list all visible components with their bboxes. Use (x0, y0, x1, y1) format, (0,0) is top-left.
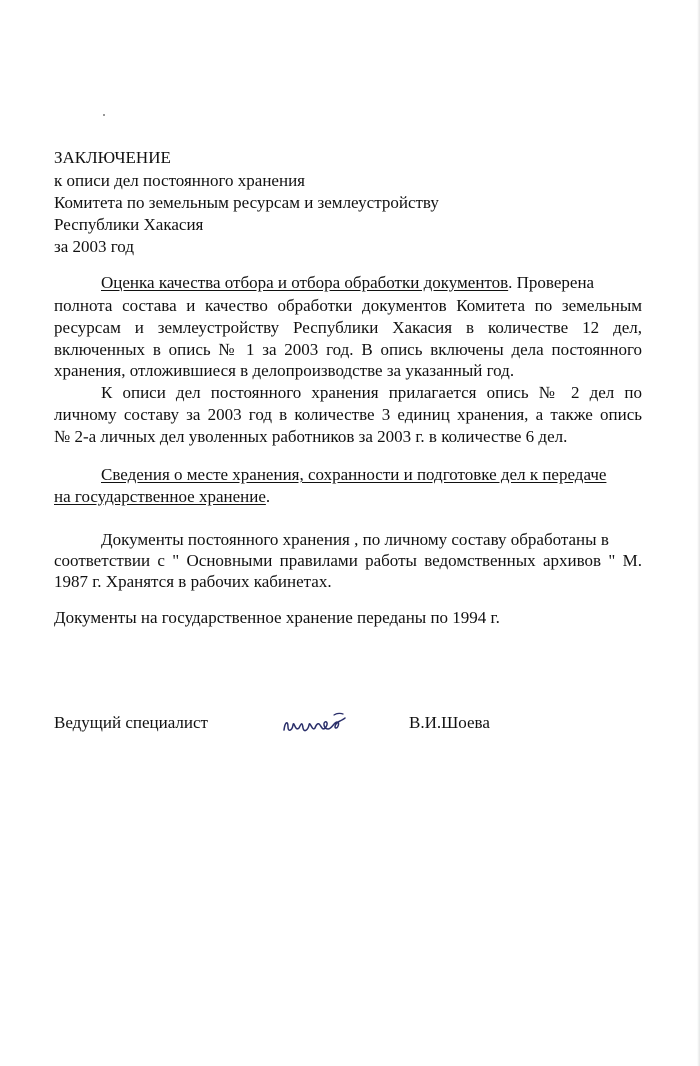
section2-heading-tail: . (265, 487, 271, 506)
section2-heading-line-1: Сведения о месте хранения, сохранности и подготовке дел к передаче (101, 465, 607, 484)
section1-heading: Оценка качества отбора и отбора обработки документов (101, 273, 509, 292)
section1-para2-line-2: личному составу за 2003 год в количестве 3 единиц хранения, а также опись (54, 405, 642, 424)
document-title: ЗАКЛЮЧЕНИЕ (54, 148, 171, 167)
handwritten-signature (282, 706, 346, 736)
section1-first-line (101, 273, 641, 293)
section1-line-4: включенных в опись № 1 за 2003 год. В опись включены дела постоянного (54, 340, 642, 359)
header-line-republic: Республики Хакасия (54, 215, 204, 234)
section1-line-3: ресурсам и землеустройству Республики Хакасия в количестве 12 дел, (54, 318, 642, 337)
signer-name: В.И.Шоева (409, 713, 490, 732)
signer-position: Ведущий специалист (54, 713, 208, 732)
section1-para2-line-3: № 2-а личных дел уволенных работников за 2003 г. в количестве 6 дел. (54, 427, 568, 446)
header-line-inventory: к описи дел постоянного хранения (54, 171, 305, 190)
section1-line-2: полнота состава и качество обработки документов Комитета по земельным (54, 296, 642, 315)
scan-speck (103, 114, 105, 116)
section2-para1-line-1: Документы постоянного хранения , по личному составу обработаны в (101, 530, 609, 549)
header-line-committee: Комитета по земельным ресурсам и землеустройству (54, 193, 439, 212)
section2-para2: Документы на государственное хранение переданы по 1994 г. (54, 608, 500, 627)
section2-para1-line-3: 1987 г. Хранятся в рабочих кабинетах. (54, 572, 332, 591)
section2-para1-line-2: соответствии с " Основными правилами работы ведомственных архивов " М. (54, 551, 642, 570)
section1-para2-line-1: К описи дел постоянного хранения прилагается опись № 2 дел по (101, 383, 642, 402)
section1-heading-tail: . Проверена (508, 273, 595, 292)
section2-heading-line-2 (54, 487, 270, 507)
section1-line-5: хранения, отложившиеся в делопроизводстве за указанный год. (54, 361, 515, 380)
header-line-year: за 2003 год (54, 237, 134, 256)
section2-heading: на государственное хранение (54, 487, 266, 506)
